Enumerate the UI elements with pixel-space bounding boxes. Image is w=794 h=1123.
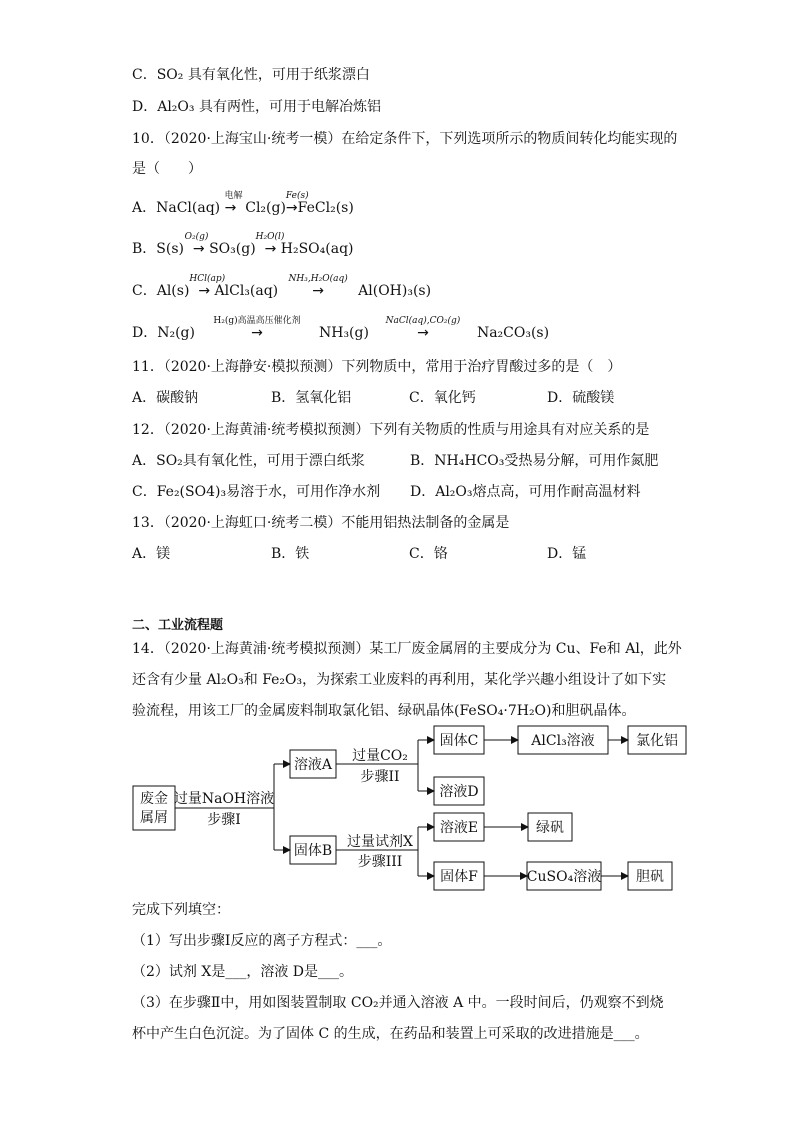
label-blue-vitriol: 胆矾 xyxy=(636,869,664,885)
q12-option-d: D．Al₂O₃熔点高，可用作耐高温材料 xyxy=(410,484,641,500)
label-solid-f: 固体F xyxy=(440,869,478,885)
q10-stem-line2: 是（ ） xyxy=(132,161,202,177)
q10-a-start: A．NaCl(aq) xyxy=(132,200,221,216)
q10-c-mid: AlCl₃(aq) xyxy=(214,283,279,299)
label-solution-d: 溶液D xyxy=(439,784,479,800)
q14-subquestion-3-line1: （3）在步骤Ⅱ中，用如图装置制取 CO₂并通入溶液 A 中。一段时间后，仍观察不到烧 xyxy=(132,995,664,1011)
label-step1-reagent: 过量NaOH溶液 xyxy=(173,791,275,807)
reaction-arrow: Fe(s) → xyxy=(286,199,298,217)
q12-option-c: C．Fe₂(SO4)₃易溶于水，可用作净水剂 xyxy=(132,484,381,500)
q10-a-end: FeCl₂(s) xyxy=(297,200,354,216)
q9-option-d: D．Al₂O₃ 具有两性，可用于电解冶炼铝 xyxy=(132,99,381,115)
label-solid-b: 固体B xyxy=(293,843,333,859)
reaction-arrow: NaCl(aq),CO₂(g) → xyxy=(369,324,477,342)
q10-a-mid: Cl₂(g) xyxy=(245,200,286,216)
q11-option-d: D．硫酸镁 xyxy=(547,390,615,406)
label-step1: 步骤I xyxy=(207,812,241,828)
q14-stem-line3: 验流程，用该工厂的金属废料制取氯化铝、绿矾晶体(FeSO₄·7H₂O)和胆矾晶体。 xyxy=(132,703,636,719)
label-step3-reagent: 过量试剂X xyxy=(347,834,413,850)
q13-stem: 13．（2020·上海虹口·统考二模）不能用铝热法制备的金属是 xyxy=(132,515,510,531)
q13-option-c: C．铬 xyxy=(409,546,448,562)
q13-option-d: D．锰 xyxy=(547,546,587,562)
q10-b-mid: SO₃(g) xyxy=(209,241,256,257)
label-green-vitriol: 绿矾 xyxy=(536,820,564,836)
q12-option-b: B．NH₄HCO₃受热易分解，可用作氮肥 xyxy=(410,453,659,469)
q11-stem: 11．（2020·上海静安·模拟预测）下列物质中，常用于治疗胃酸过多的是（ ） xyxy=(132,359,622,375)
label-step2-reagent: 过量CO₂ xyxy=(352,748,408,764)
q14-subquestion-1: （1）写出步骤Ⅰ反应的离子方程式：___。 xyxy=(132,933,392,949)
q13-option-b: B．铁 xyxy=(271,546,310,562)
q14-stem-line1: 14．（2020·上海黄浦·统考模拟预测）某工厂废金属屑的主要成分为 Cu、Fe和 Al，此外 xyxy=(132,641,682,657)
q10-b-start: B．S(s) xyxy=(132,241,184,257)
q10-d-end: Na₂CO₃(s) xyxy=(476,325,550,341)
q14-fill-in-prompt: 完成下列填空： xyxy=(132,902,230,918)
reaction-arrow: 电解 → xyxy=(225,199,237,217)
label-waste-line2: 属屑 xyxy=(140,810,168,826)
q10-c-start: C．Al(s) xyxy=(132,283,190,299)
q10-stem-line1: 10．（2020·上海宝山·统考一模）在给定条件下，下列选项所示的物质间转化均能实现的 xyxy=(132,131,678,147)
q13-option-a: A．镁 xyxy=(132,546,171,562)
section-title: 二、工业流程题 xyxy=(132,618,224,633)
label-waste-line1: 废金 xyxy=(140,791,168,807)
q10-d-cond2: NaCl(aq),CO₂(g) xyxy=(385,316,461,326)
reaction-arrow: H₂O(l) → xyxy=(256,240,281,258)
label-step2: 步骤II xyxy=(360,769,400,785)
reaction-arrow: H₂(g)高温高压催化剂 → xyxy=(195,324,319,342)
q10-b-end: H₂SO₄(aq) xyxy=(280,241,354,257)
reaction-arrow: O₂(g) → xyxy=(184,240,209,258)
label-aluminum-chloride: 氯化铝 xyxy=(636,733,678,749)
q14-subquestion-3-line2: 杯中产生白色沉淀。为了固体 C 的生成，在药品和装置上可采取的改进措施是___。 xyxy=(132,1026,649,1042)
q10-c-cond1: HCl(ap) xyxy=(189,274,226,284)
q10-a-cond2: Fe(s) xyxy=(285,191,309,201)
label-solution-e: 溶液E xyxy=(439,820,479,836)
q10-b-cond1: O₂(g) xyxy=(184,232,209,242)
q10-d-mid: NH₃(g) xyxy=(318,325,369,341)
q10-c-end: Al(OH)₃(s) xyxy=(358,283,432,299)
q10-d-cond1: H₂(g)高温高压催化剂 xyxy=(213,316,301,326)
q10-a-cond1: 电解 xyxy=(224,191,243,201)
label-solid-c: 固体C xyxy=(439,733,479,749)
q11-option-a: A．碳酸钠 xyxy=(132,390,199,406)
label-cuso4-solution: CuSO₄溶液 xyxy=(526,869,602,885)
reaction-arrow: HCl(ap) → xyxy=(189,282,214,300)
q14-stem-line2: 还含有少量 Al₂O₃和 Fe₂O₃，为探索工业废料的再利用，某化学兴趣小组设计了如下实 xyxy=(132,672,667,688)
q12-stem: 12．（2020·上海黄浦·统考模拟预测）下列有关物质的性质与用途具有对应关系的是 xyxy=(132,422,650,438)
q9-option-c: C．SO₂ 具有氧化性，可用于纸浆漂白 xyxy=(132,67,370,83)
label-step3: 步骤III xyxy=(357,854,403,870)
q10-d-start: D．N₂(g) xyxy=(132,325,195,341)
q10-c-cond2: NH₃,H₂O(aq) xyxy=(288,274,348,284)
q12-option-a: A．SO₂具有氧化性，可用于漂白纸浆 xyxy=(132,453,365,469)
q10-b-cond2: H₂O(l) xyxy=(255,232,285,242)
label-alcl3-solution: AlCl₃溶液 xyxy=(531,733,595,749)
q11-option-b: B．氢氧化铝 xyxy=(271,390,352,406)
q14-subquestion-2: （2）试剂 X是___，溶液 D是___。 xyxy=(132,964,353,980)
q11-option-c: C．氧化钙 xyxy=(409,390,476,406)
label-solution-a: 溶液A xyxy=(293,757,333,773)
reaction-arrow: NH₃,H₂O(aq) → xyxy=(278,282,358,300)
